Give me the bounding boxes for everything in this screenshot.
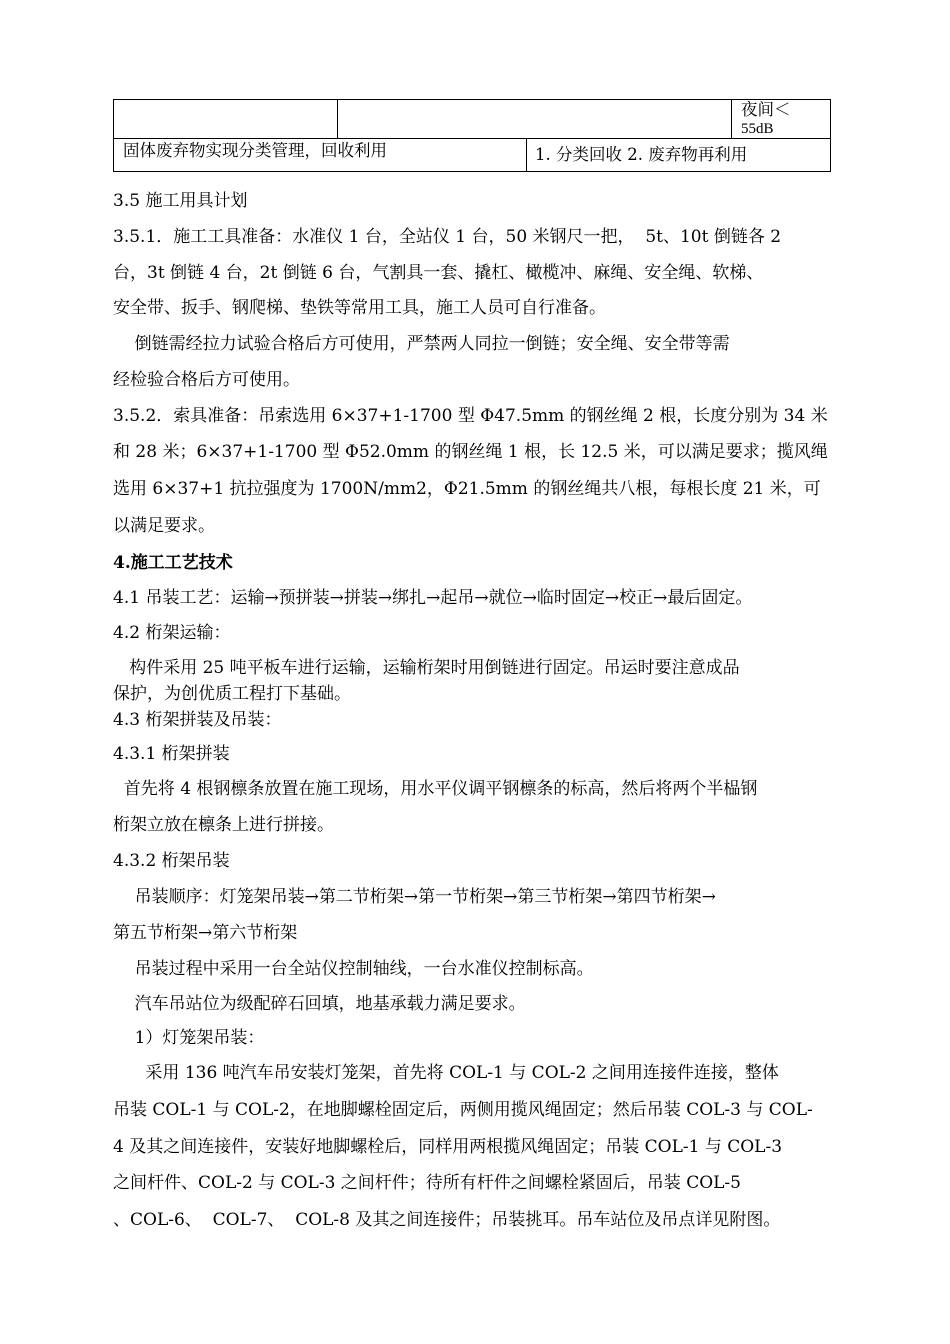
paragraph-line: 4.1 吊装工艺：运输→预拼装→拼装→绑扎→起吊→就位→临时固定→校正→最后固定。 [113,588,753,608]
paragraph-line: 第五节桁架→第六节桁架 [113,923,298,943]
paragraph-line: 吊装过程中采用一台全站仪控制轴线，一台水准仪控制标高。 [113,959,594,979]
paragraph-line: 首先将 4 根钢檩条放置在施工现场，用水平仪调平钢檩条的标高，然后将两个半榀钢 [113,779,758,799]
section-heading-4-3: 4.3 桁架拼装及吊装： [113,710,282,730]
section-heading-4-3-1: 4.3.1 桁架拼装 [113,744,230,764]
paragraph-line: 吊装顺序：灯笼架吊装→第二节桁架→第一节桁架→第三节桁架→第四节桁架→ [113,887,716,907]
table-border-bottom [113,171,831,172]
table-border-left [113,99,114,172]
table-col-divider-2 [731,99,732,139]
table-cell-night-limit: 夜间＜ [741,100,791,119]
paragraph-line: 4 及其之间连接件，安装好地脚螺栓后，同样用两根揽风绳固定；吊装 COL-1 与 COL-3 [113,1137,783,1157]
table-border-top [113,99,831,100]
paragraph-line: 保护，为创优质工程打下基础。 [113,684,351,704]
table-cell-waste-management: 固体废弃物实现分类管理，回收利用 [123,141,387,160]
section-heading-4-2: 4.2 桁架运输： [113,623,231,643]
table-row-divider [113,138,831,139]
paragraph-line: 选用 6×37+1 抗拉强度为 1700N/mm2，Φ21.5mm 的钢丝绳共八根，每根长度 21 米，可 [113,479,821,499]
table-border-right [830,99,831,172]
paragraph-line: 安全带、扳手、钢爬梯、垫铁等常用工具，施工人员可自行准备。 [113,298,606,318]
paragraph-line: 吊装 COL-1 与 COL-2，在地脚螺栓固定后，两侧用揽风绳固定；然后吊装 COL-3 与 COL- [113,1100,813,1120]
paragraph-line: 汽车吊站位为级配碎石回填，地基承载力满足要求。 [113,994,526,1014]
section-heading-4: 4.施工工艺技术 [113,553,233,573]
section-heading-4-3-2: 4.3.2 桁架吊装 [113,851,230,871]
paragraph-line: 台，3t 倒链 4 台，2t 倒链 6 台，气割具一套、撬杠、橄榄冲、麻绳、安全绳、软梯、 [113,263,764,283]
paragraph-line: 经检验合格后方可使用。 [113,370,300,390]
paragraph-line: 、COL-6、 COL-7、 COL-8 及其之间连接件；吊装挑耳。吊车站位及吊点详见附图。 [113,1210,781,1230]
list-item-heading: 1）灯笼架吊装： [113,1028,265,1048]
table-col-divider-3 [526,138,527,172]
environment-table [113,99,831,172]
paragraph-line: 倒链需经拉力试验合格后方可使用，严禁两人同拉一倒链；安全绳、安全带等需 [113,334,730,354]
paragraph-line: 采用 136 吨汽车吊安装灯笼架，首先将 COL-1 与 COL-2 之间用连接件连接，整体 [113,1063,779,1083]
table-cell-waste-measures: 1. 分类回收 2. 废弃物再利用 [535,145,748,164]
paragraph-line: 和 28 米；6×37+1-1700 型 Φ52.0mm 的钢丝绳 1 根，长 12.5 米，可以满足要求；揽风绳 [113,442,828,462]
table-cell-night-db: 55dB [741,121,774,137]
paragraph-line: 3.5.2．索具准备：吊索选用 6×37+1-1700 型 Φ47.5mm 的钢丝绳 2 根，长度分别为 34 米 [113,406,828,426]
paragraph-line: 3.5.1．施工工具准备：水准仪 1 台，全站仪 1 台，50 米钢尺一把， 5t、10t 倒链各 2 [113,227,782,247]
section-heading-3-5: 3.5 施工用具计划 [113,191,248,211]
table-col-divider-1 [337,99,338,139]
paragraph-line: 构件采用 25 吨平板车进行运输，运输桁架时用倒链进行固定。吊运时要注意成品 [113,658,740,678]
paragraph-line: 之间杆件、COL-2 与 COL-3 之间杆件；待所有杆件之间螺栓紧固后，吊装 COL-5 [113,1173,741,1193]
paragraph-line: 桁架立放在檩条上进行拼接。 [113,815,334,835]
paragraph-line: 以满足要求。 [113,516,215,536]
